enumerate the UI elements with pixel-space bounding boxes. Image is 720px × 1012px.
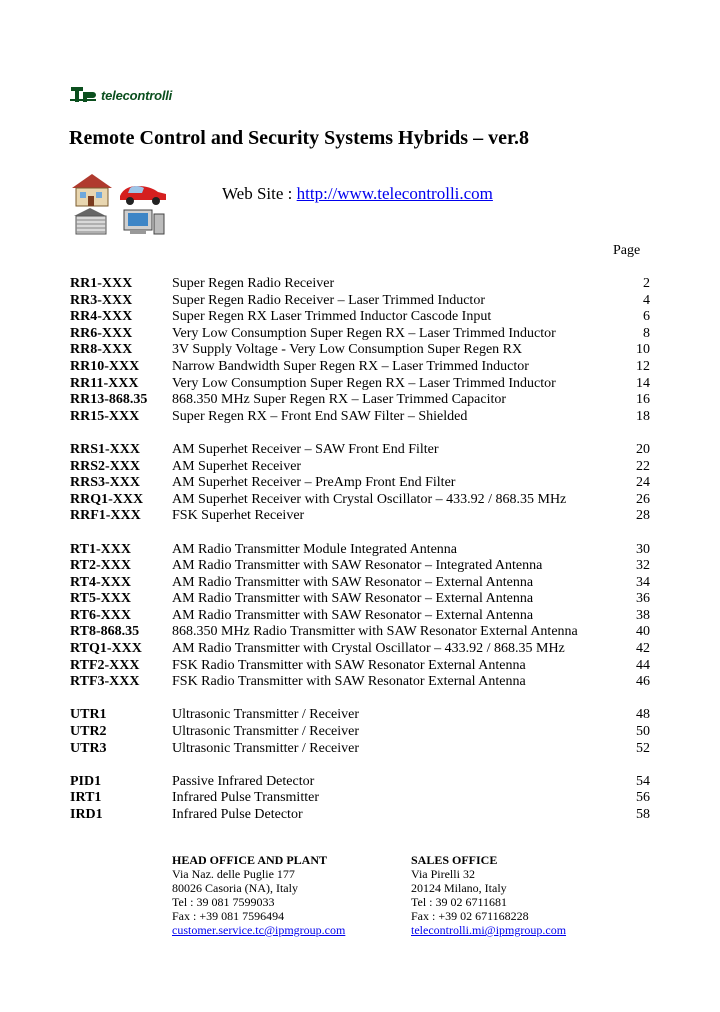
product-page-number: 56: [636, 790, 650, 806]
product-code: RRS1-XXX: [70, 441, 140, 457]
house-icon: [72, 174, 112, 206]
product-description: AM Radio Transmitter with SAW Resonator – External Antenna: [172, 607, 534, 623]
head-office-fax: Fax : +39 081 7596494: [172, 909, 285, 923]
product-group: [0, 542, 720, 691]
brand-logo: [70, 85, 172, 105]
product-row: [0, 558, 720, 575]
product-code: RR8-XXX: [70, 342, 133, 358]
product-description: Super Regen RX – Front End SAW Filter – Shielded: [172, 408, 468, 424]
website-line: [222, 184, 493, 204]
product-description: Very Low Consumption Super Regen RX – Laser Trimmed Inductor: [172, 325, 556, 341]
product-code: RTQ1-XXX: [70, 641, 142, 657]
product-description: AM Superhet Receiver – PreAmp Front End Filter: [172, 475, 456, 491]
sales-office-tel: Tel : 39 02 6711681: [411, 895, 508, 909]
product-row: [0, 376, 720, 393]
product-row: [0, 409, 720, 426]
website-link[interactable]: http://www.telecontrolli.com: [296, 184, 493, 203]
product-description: Infrared Pulse Detector: [172, 807, 303, 822]
sales-office-address2: 20124 Milano, Italy: [411, 881, 507, 895]
product-page-number: 52: [636, 740, 650, 756]
document-title: Remote Control and Security Systems Hybrids – ver.8: [69, 127, 529, 149]
product-page-number: 4: [643, 292, 650, 308]
sales-office-heading: SALES OFFICE: [411, 853, 498, 867]
product-row: [0, 542, 720, 559]
product-row: [0, 392, 720, 409]
product-description: 3V Supply Voltage - Very Low Consumption Super Regen RX: [172, 342, 523, 358]
product-page-number: 46: [636, 674, 650, 690]
product-page-number: 2: [643, 276, 650, 291]
product-description: AM Radio Transmitter with SAW Resonator – Integrated Antenna: [172, 558, 543, 574]
computer-icon: [124, 210, 164, 234]
product-row: [0, 591, 720, 608]
product-description: AM Radio Transmitter with SAW Resonator – External Antenna: [172, 574, 534, 590]
sales-office-address1: Via Pirelli 32: [411, 867, 475, 881]
product-code: RRQ1-XXX: [70, 491, 144, 507]
product-page-number: 16: [636, 392, 650, 408]
product-row: [0, 724, 720, 741]
product-description: AM Superhet Receiver: [172, 458, 302, 474]
product-description: AM Radio Transmitter Module Integrated Antenna: [172, 541, 458, 557]
product-code: RR4-XXX: [70, 309, 133, 325]
product-code: RT2-XXX: [70, 558, 131, 574]
product-group: [0, 442, 720, 525]
product-row: [0, 508, 720, 525]
product-page-number: 26: [636, 491, 650, 507]
product-row: [0, 276, 720, 293]
product-page-number: 54: [636, 773, 650, 789]
product-description: Ultrasonic Transmitter / Receiver: [172, 740, 360, 756]
product-description: Ultrasonic Transmitter / Receiver: [172, 724, 360, 740]
product-group: [0, 707, 720, 757]
product-page-number: 20: [636, 441, 650, 457]
product-description: Infrared Pulse Transmitter: [172, 790, 319, 806]
product-row: [0, 707, 720, 724]
website-label: Web Site :: [222, 184, 297, 203]
product-page-number: 6: [643, 309, 650, 325]
product-description: Very Low Consumption Super Regen RX – Laser Trimmed Inductor: [172, 375, 556, 391]
product-page-number: 14: [636, 375, 650, 391]
product-row: [0, 575, 720, 592]
product-code: RT5-XXX: [70, 591, 131, 607]
product-code: IRD1: [70, 807, 103, 822]
head-office-heading: HEAD OFFICE AND PLANT: [172, 853, 328, 867]
product-code: RT4-XXX: [70, 574, 131, 590]
head-office-tel: Tel : 39 081 7599033: [172, 895, 275, 909]
product-description: 868.350 MHz Radio Transmitter with SAW Resonator External Antenna: [172, 624, 578, 640]
product-code: RR10-XXX: [70, 358, 140, 374]
product-description: AM Radio Transmitter with SAW Resonator – External Antenna: [172, 591, 534, 607]
product-group: [0, 774, 720, 824]
product-code: IRT1: [70, 790, 102, 806]
product-page-number: 30: [636, 541, 650, 557]
product-row: [0, 342, 720, 359]
product-page-number: 18: [636, 408, 650, 424]
product-description: Super Regen Radio Receiver – Laser Trimmed Inductor: [172, 292, 485, 308]
product-row: [0, 658, 720, 675]
product-index: [0, 276, 720, 840]
product-description: FSK Radio Transmitter with SAW Resonator External Antenna: [172, 657, 526, 673]
product-code: RRS2-XXX: [70, 458, 140, 474]
sales-office-email-link[interactable]: telecontrolli.mi@ipmgroup.com: [411, 923, 567, 937]
product-row: [0, 741, 720, 758]
telecontrolli-logo-icon: [70, 86, 97, 104]
sales-office-block: [411, 853, 566, 937]
product-row: [0, 459, 720, 476]
product-description: AM Superhet Receiver – SAW Front End Filter: [172, 441, 439, 457]
product-row: [0, 608, 720, 625]
product-description: Super Regen Radio Receiver: [172, 276, 335, 291]
product-description: Narrow Bandwidth Super Regen RX – Laser Trimmed Inductor: [172, 358, 529, 374]
product-row: [0, 442, 720, 459]
product-page-number: 34: [636, 574, 650, 590]
product-page-number: 32: [636, 558, 650, 574]
product-code: RT8-868.35: [70, 624, 140, 640]
garage-gate-icon: [74, 208, 106, 234]
product-code: RT1-XXX: [70, 541, 131, 557]
product-code: RR11-XXX: [70, 375, 139, 391]
head-office-address2: 80026 Casoria (NA), Italy: [172, 881, 298, 895]
sales-office-fax: Fax : +39 02 671168228: [411, 909, 529, 923]
product-description: AM Radio Transmitter with Crystal Oscillator – 433.92 / 868.35 MHz: [172, 641, 565, 657]
product-page-number: 12: [636, 358, 650, 374]
head-office-address1: Via Naz. delle Puglie 177: [172, 867, 295, 881]
product-row: [0, 790, 720, 807]
product-description: FSK Radio Transmitter with SAW Resonator External Antenna: [172, 674, 526, 690]
head-office-email-link[interactable]: customer.service.tc@ipmgroup.com: [172, 923, 346, 937]
product-row: [0, 309, 720, 326]
product-code: UTR1: [70, 707, 107, 723]
product-description: Ultrasonic Transmitter / Receiver: [172, 707, 360, 723]
product-code: RR6-XXX: [70, 325, 133, 341]
product-page-number: 24: [636, 475, 650, 491]
product-description: AM Superhet Receiver with Crystal Oscillator – 433.92 / 868.35 MHz: [172, 491, 567, 507]
product-code: PID1: [70, 773, 102, 789]
product-page-number: 42: [636, 641, 650, 657]
product-code: RT6-XXX: [70, 607, 131, 623]
product-page-number: 8: [643, 325, 650, 341]
product-page-number: 48: [636, 707, 650, 723]
page-column-header: Page: [613, 243, 641, 258]
product-row: [0, 807, 720, 824]
head-office-block: [172, 853, 345, 937]
product-code: RR15-XXX: [70, 408, 140, 424]
application-icons: [70, 172, 168, 236]
product-code: RR13-868.35: [70, 392, 148, 408]
product-page-number: 44: [636, 657, 650, 673]
product-page-number: 40: [636, 624, 650, 640]
product-page-number: 28: [636, 508, 650, 524]
product-page-number: 58: [636, 807, 650, 822]
product-code: UTR2: [70, 724, 107, 740]
product-page-number: 10: [636, 342, 650, 358]
product-page-number: 36: [636, 591, 650, 607]
product-group: [0, 276, 720, 425]
product-description: 868.350 MHz Super Regen RX – Laser Trimmed Capacitor: [172, 392, 507, 408]
product-code: RR3-XXX: [70, 292, 133, 308]
product-code: RTF2-XXX: [70, 657, 140, 673]
product-row: [0, 326, 720, 343]
product-row: [0, 674, 720, 691]
product-code: RTF3-XXX: [70, 674, 140, 690]
product-page-number: 50: [636, 724, 650, 740]
product-row: [0, 492, 720, 509]
product-code: RR1-XXX: [70, 276, 133, 291]
brand-name: telecontrolli: [101, 87, 173, 103]
product-description: Passive Infrared Detector: [172, 773, 315, 789]
product-description: Super Regen RX Laser Trimmed Inductor Cascode Input: [172, 309, 492, 325]
product-row: [0, 774, 720, 791]
product-code: RRF1-XXX: [70, 508, 141, 524]
product-row: [0, 475, 720, 492]
product-page-number: 22: [636, 458, 650, 474]
product-row: [0, 624, 720, 641]
sports-car-icon: [120, 186, 166, 205]
product-description: FSK Superhet Receiver: [172, 508, 305, 524]
product-page-number: 38: [636, 607, 650, 623]
product-code: UTR3: [70, 740, 107, 756]
product-code: RRS3-XXX: [70, 475, 140, 491]
product-row: [0, 359, 720, 376]
product-row: [0, 641, 720, 658]
product-row: [0, 293, 720, 310]
